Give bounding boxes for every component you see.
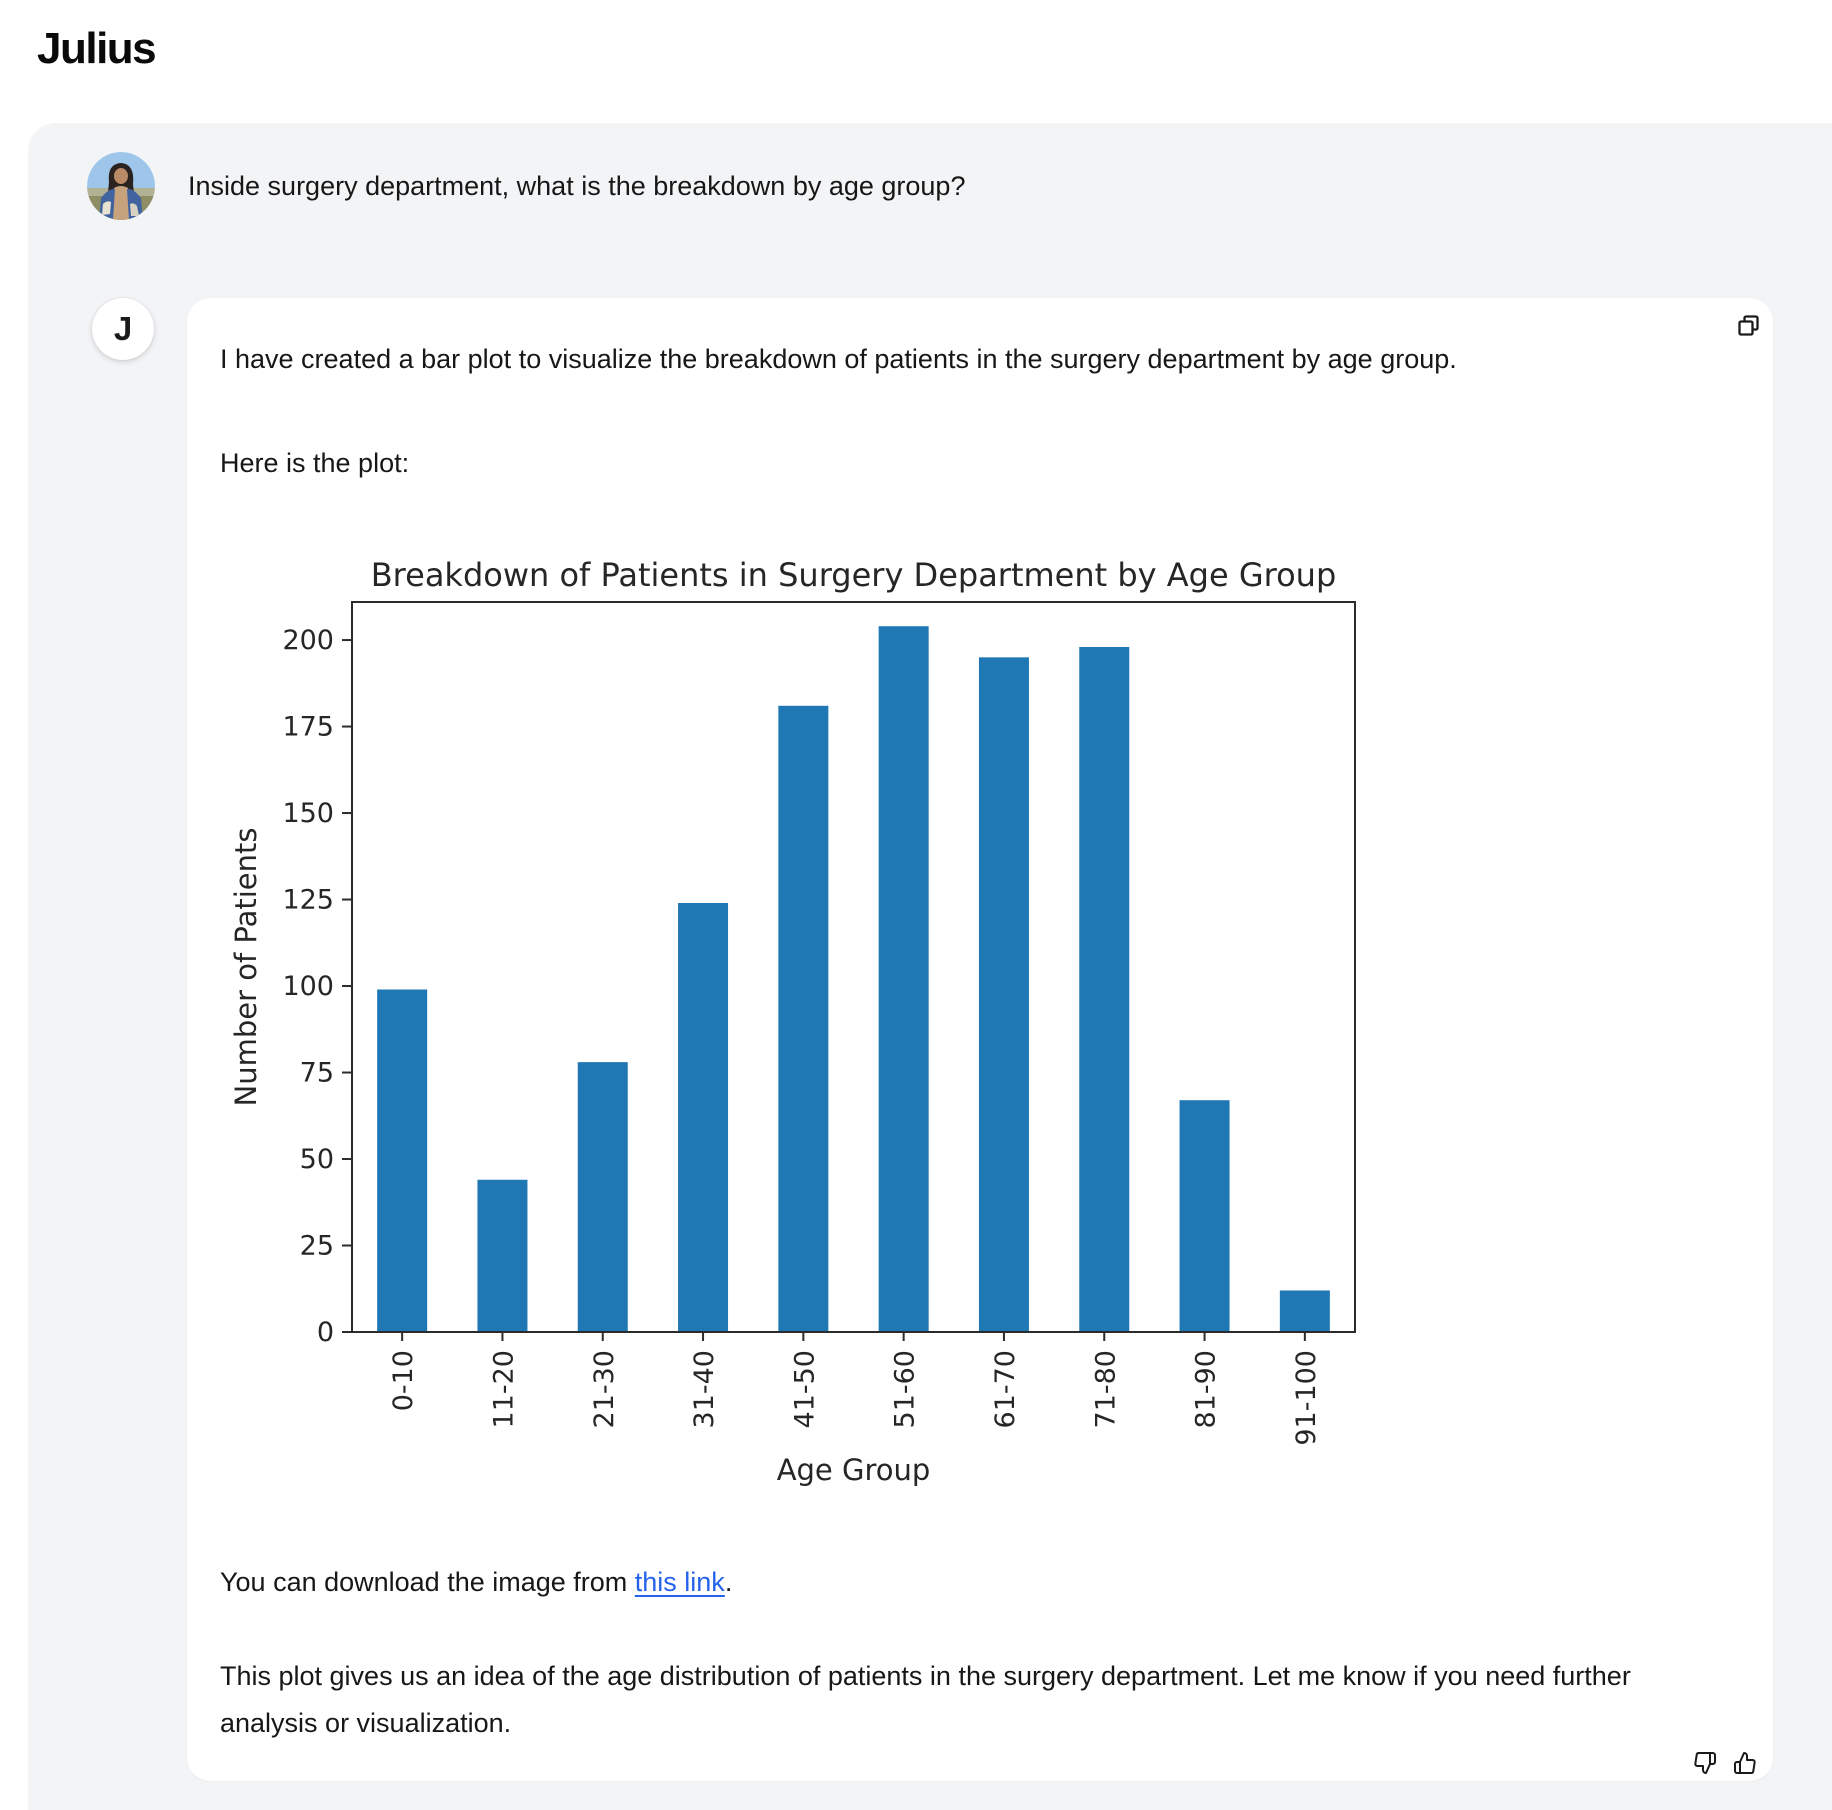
x-tick-label: 91-100	[1290, 1350, 1322, 1446]
bar-91-100	[1280, 1290, 1330, 1332]
x-tick-label: 11-20	[488, 1350, 520, 1429]
x-tick-label: 71-80	[1090, 1350, 1122, 1429]
thumbs-up-button[interactable]	[1733, 1751, 1757, 1775]
bar-0-10	[377, 989, 427, 1332]
age-group-bar-chart	[220, 542, 1360, 1547]
conversation-container	[28, 123, 1832, 1810]
x-tick-label: 31-40	[689, 1350, 721, 1429]
copy-icon	[1736, 313, 1762, 339]
assistant-avatar	[92, 298, 154, 360]
y-tick-label: 100	[282, 971, 334, 1003]
user-message-text: Inside surgery department, what is the breakdown by age group?	[188, 171, 966, 201]
thumbs-up-icon	[1733, 1751, 1757, 1775]
bar-11-20	[477, 1180, 527, 1332]
x-tick-label: 61-70	[989, 1350, 1021, 1429]
app-title: Julius	[37, 24, 156, 73]
bar-71-80	[1079, 647, 1129, 1332]
y-tick-label: 75	[299, 1057, 334, 1089]
bar-61-70	[979, 657, 1029, 1332]
x-tick-label: 81-90	[1190, 1350, 1222, 1429]
download-suffix: .	[724, 1567, 733, 1597]
y-tick-label: 125	[282, 884, 334, 916]
assistant-paragraph-plot: Here is the plot:	[220, 448, 410, 478]
x-tick-label: 51-60	[889, 1350, 921, 1429]
bar-81-90	[1180, 1100, 1230, 1332]
assistant-paragraph-intro: I have created a bar plot to visualize the breakdown of patients in the surgery department by age group.	[220, 344, 1457, 374]
y-tick-label: 0	[316, 1317, 334, 1348]
bar-41-50	[778, 706, 828, 1332]
y-tick-label: 25	[299, 1230, 334, 1262]
x-tick-label: 21-30	[588, 1350, 620, 1429]
download-link[interactable]: this link	[634, 1567, 725, 1597]
y-axis-label: Number of Patients	[229, 827, 263, 1107]
download-prefix: You can download the image from	[220, 1567, 635, 1597]
assistant-avatar-letter: J	[113, 310, 133, 347]
feedback-actions	[1693, 1751, 1757, 1775]
y-tick-label: 175	[282, 711, 334, 743]
chart-title: Breakdown of Patients in Surgery Department by Age Group	[370, 556, 1337, 594]
bar-31-40	[678, 903, 728, 1332]
y-tick-label: 150	[282, 798, 334, 830]
thumbs-down-button[interactable]	[1693, 1751, 1717, 1775]
y-tick-label: 200	[282, 625, 334, 657]
x-tick-label: 41-50	[789, 1350, 821, 1429]
assistant-closing-paragraph: This plot gives us an idea of the age distribution of patients in the surgery department. Let me know if you need further analysis or visualization.	[220, 1661, 1631, 1738]
download-sentence	[220, 1563, 1713, 1601]
x-tick-label: 0-10	[388, 1350, 420, 1412]
bar-51-60	[879, 626, 929, 1332]
bar-21-30	[578, 1062, 628, 1332]
y-tick-label: 50	[299, 1144, 334, 1176]
user-avatar	[87, 152, 155, 220]
x-axis-label: Age Group	[776, 1453, 931, 1487]
assistant-message-card	[187, 298, 1773, 1781]
thumbs-down-icon	[1693, 1751, 1717, 1775]
copy-button[interactable]	[1736, 313, 1762, 339]
user-message-row	[87, 152, 965, 220]
